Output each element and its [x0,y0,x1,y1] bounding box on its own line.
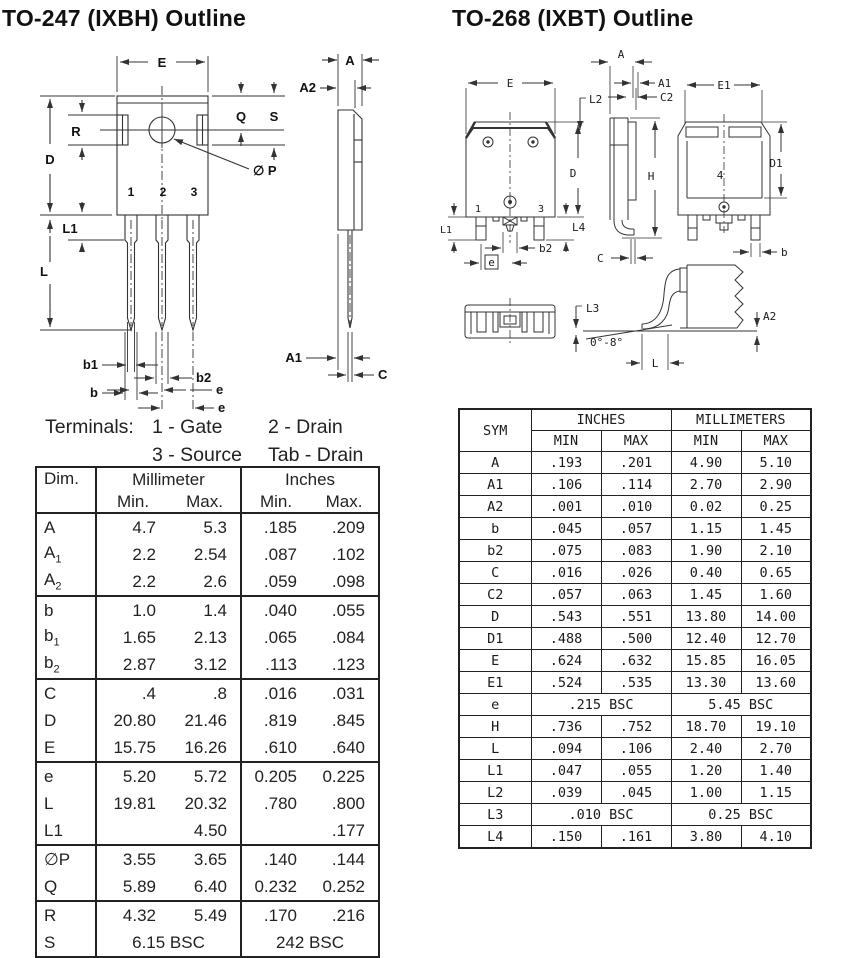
to268-front-view [448,83,586,270]
dim-label-L2: L2 [589,93,603,106]
terminals-label: Terminals: [45,416,134,438]
mm-min-cell: 2.2 [96,568,169,596]
pin-number-3: 3 [537,204,545,215]
in-min-cell: .150 [531,826,601,849]
pin-number-2: 2 [159,185,167,199]
dim-label-L1: L1 [62,221,78,236]
mm-max-cell: 20.32 [184,793,227,813]
table-header-row [36,467,379,491]
sym-cell: A1 [459,474,531,496]
in-min-cell: .106 [531,474,601,496]
in-max-cell: .026 [601,562,671,584]
in-max-cell: .031 [310,679,379,707]
in-min-cell [241,817,310,845]
dim-label-D1: D1 [769,157,783,170]
table-row [36,790,379,817]
mm-max-cell: 1.40 [741,760,811,782]
in-max-cell: .551 [601,606,671,628]
dim-label-b1: b1 [82,357,98,372]
in-min-cell: .624 [531,650,601,672]
terminal-tab-drain: Tab - Drain [268,444,364,466]
dim-label-b2: b2 [539,242,553,255]
sym-cell: L2 [459,782,531,804]
sym-cell: $A_1$ [44,543,62,566]
in-max-cell: .535 [601,672,671,694]
table-row [36,541,379,568]
table-row [459,584,811,606]
dim-label-A: A [617,48,625,61]
pin-number-1: 1 [474,204,482,215]
dim-label-P: ∅ P [253,163,277,178]
sym-cell: $A_2$ [44,570,62,593]
table-row [459,540,811,562]
mm-max-cell: 13.60 [741,672,811,694]
to268-lead-detail-view [576,265,757,370]
in-min-cell: .524 [531,672,601,694]
table-row [459,672,811,694]
dim-label-E: E [157,55,167,70]
sym-cell: e [459,694,531,716]
dim-label-L4: L4 [572,221,586,234]
mm-min-cell: 1.90 [671,540,741,562]
dim-label-H: H [647,170,655,183]
mm-min-cell: 2.40 [671,738,741,760]
in-min-cell: .059 [241,568,310,596]
dim-label-D: D [569,167,577,180]
mm-min-cell: 0.02 [671,496,741,518]
sym-cell: C [459,562,531,584]
dim-label-A1: A1 [658,77,672,90]
table-row [459,782,811,804]
sym-cell: D [459,606,531,628]
in-min-cell: .087 [241,541,310,568]
table-row [459,694,811,716]
dim-label-Q: Q [235,109,247,124]
in-max-cell: .063 [601,584,671,606]
dim-label-b: b [90,385,98,400]
col-header-millimeters: MILLIMETERS [671,409,811,431]
mm-min-cell: 15.85 [671,650,741,672]
mm-max-cell: .8 [169,679,241,707]
col-header-dim: Dim. [36,467,96,513]
in-min-cell: .170 [241,901,310,929]
sym-cell: A [44,517,56,537]
mm-max-cell: 16.05 [741,650,811,672]
dim-label-C: C [597,252,604,265]
in-max-cell: .201 [601,452,671,474]
in-max-cell: .057 [601,518,671,540]
in-max-cell: .144 [310,845,379,873]
dim-label-E1: E1 [717,79,731,92]
mm-min-cell: 3.55 [96,845,169,873]
in-min-cell: .094 [531,738,601,760]
sym-cell: b [36,596,96,624]
in-bsc-cell: 242 BSC [241,929,379,957]
in-max-cell: .632 [601,650,671,672]
in-max-cell: .209 [331,517,365,537]
in-max-cell: .083 [601,540,671,562]
dim-label-L: L [651,357,659,370]
table-row [459,474,811,496]
to268-outline-drawing [440,40,850,405]
mm-max-cell: 21.46 [184,710,227,730]
in-max-cell: .123 [331,654,365,674]
in-max-cell: 0.225 [310,762,379,790]
in-max-cell: .055 [310,596,379,624]
col-header-millimeter: Millimeter [96,467,241,491]
to268-dimension-table [458,408,812,849]
sym-cell: A2 [459,496,531,518]
sym-cell: S [44,932,56,952]
mm-max-cell: 5.72 [169,762,241,790]
col-header-in-min: MIN [531,431,601,452]
col-header-mm-max: Max. [169,491,241,513]
sym-cell: R [36,901,96,929]
terminal-3-source: 3 - Source [152,444,242,466]
mm-min-cell: 15.75 [96,734,169,762]
in-min-cell: .040 [241,596,310,624]
sym-cell: ∅P [36,845,96,873]
sym-cell: Q [44,876,58,896]
mm-max-cell: 3.12 [193,654,227,674]
dim-label-e: e [488,256,495,269]
table-row [36,762,379,790]
col-header-sym: SYM [459,409,531,452]
in-min-cell: .065 [241,624,310,651]
table-row [36,707,379,734]
mm-max-cell: 5.49 [169,901,241,929]
mm-max-cell: 12.70 [741,628,811,650]
table-row [459,628,811,650]
dim-label-A: A [345,53,355,68]
table-row [36,929,379,957]
mm-bsc-cell: 5.45 BSC [671,694,811,716]
in-max-cell: .102 [331,544,365,564]
table-row [459,804,811,826]
dim-label-b: b [781,246,788,259]
table-row [36,734,379,762]
in-min-cell: .039 [531,782,601,804]
mm-max-cell: 3.65 [169,845,241,873]
mm-max-cell: 4.10 [741,826,811,849]
mm-min-cell: 1.0 [96,596,169,624]
mm-min-cell: 1.20 [671,760,741,782]
mm-max-cell: 1.15 [741,782,811,804]
mm-min-cell: .4 [96,679,169,707]
col-header-inches: Inches [241,467,379,491]
col-header-in-max: Max. [310,491,379,513]
table-row [459,562,811,584]
in-max-cell: .114 [601,474,671,496]
mm-min-cell: 20.80 [96,707,169,734]
sym-cell: b [459,518,531,540]
mm-max-cell: 6.40 [193,876,227,896]
mm-min-cell: 19.81 [96,790,169,817]
table-row [36,817,379,845]
terminals-legend [45,413,363,469]
in-min-cell: .736 [531,716,601,738]
in-min-cell: .045 [531,518,601,540]
dim-label-e-lower: e [218,400,226,412]
mm-min-cell: 4.32 [96,901,169,929]
mm-min-cell: 2.2 [96,541,169,568]
mm-min-cell: 1.45 [671,584,741,606]
dim-label-E: E [506,77,514,90]
sym-cell: b2 [459,540,531,562]
dim-label-R: R [71,124,81,139]
mm-max-cell: 0.65 [741,562,811,584]
pin-number-4: 4 [716,169,724,182]
in-min-cell: .543 [531,606,601,628]
mm-max-cell: 2.54 [193,544,227,564]
mm-min-cell: 13.80 [671,606,741,628]
in-min-cell: .193 [531,452,601,474]
in-max-cell: .084 [331,627,365,647]
dim-label-A2: A2 [763,310,777,323]
angle-label: 0°-8° [590,336,624,349]
table-row [36,568,379,596]
mm-max-cell: 2.90 [741,474,811,496]
table-row [459,606,811,628]
sym-cell: C [36,679,96,707]
in-min-cell: 0.232 [241,873,310,901]
dim-label-L3: L3 [586,302,600,315]
in-min-cell: .001 [531,496,601,518]
in-min-cell: 0.205 [241,762,310,790]
dim-label-L1: L1 [440,225,453,236]
mm-max-cell: 1.4 [169,596,241,624]
mm-min-cell: 13.30 [671,672,741,694]
col-header-mm-max: MAX [741,431,811,452]
col-header-inches: INCHES [531,409,671,431]
sym-cell: D1 [459,628,531,650]
mm-max-cell: 2.6 [203,571,227,591]
in-max-cell: .161 [601,826,671,849]
table-row [459,496,811,518]
dim-label-D: D [45,152,55,167]
sym-cell: $b_1$ [44,626,60,649]
mm-min-cell: 5.89 [96,873,169,901]
dim-label-A1: A1 [285,350,302,365]
sym-cell: $b_2$ [44,653,60,676]
in-bsc-cell: .010 BSC [531,804,671,826]
mm-bsc-cell: 6.15 BSC [96,929,241,957]
mm-bsc-cell: 0.25 BSC [671,804,811,826]
in-min-cell: .780 [241,790,310,817]
in-max-cell: .216 [310,901,379,929]
to268-bottom-view [465,298,555,346]
table-row [459,452,811,474]
in-min-cell: .016 [241,679,310,707]
in-max-cell: .752 [601,716,671,738]
col-header-mm-min: Min. [96,491,169,513]
in-max-cell: .845 [331,710,365,730]
table-row [36,679,379,707]
in-min-cell: .057 [531,584,601,606]
mm-max-cell: 16.26 [184,737,227,757]
sym-cell: L1 [459,760,531,782]
mm-max-cell: 1.45 [741,518,811,540]
dim-label-C2: C2 [660,91,674,104]
table-row [36,901,379,929]
sym-cell: H [459,716,531,738]
sym-cell: E1 [459,672,531,694]
sym-cell: L4 [459,826,531,849]
dim-label-e-upper: e [216,382,224,397]
dim-label-b2: b2 [196,370,212,385]
mm-min-cell: 12.40 [671,628,741,650]
to247-dimension-table [35,466,380,958]
col-header-in-min: Min. [241,491,310,513]
in-max-cell: .640 [331,737,365,757]
in-min-cell: .113 [241,651,310,679]
mm-max-cell: 2.70 [741,738,811,760]
in-max-cell: .045 [601,782,671,804]
sym-cell: D [44,710,57,730]
in-max-cell: .177 [331,820,365,840]
mm-max-cell: 4.50 [193,820,227,840]
col-header-mm-min: MIN [671,431,741,452]
table-row [36,513,379,541]
table-row [459,650,811,672]
mm-max-cell: 14.00 [741,606,811,628]
mm-min-cell: 0.40 [671,562,741,584]
sym-cell: L [44,793,54,813]
to268-back-view [678,85,787,257]
page-title-to247: TO-247 (IXBH) Outline [2,5,247,31]
table-row [36,873,379,901]
sym-cell: L [459,738,531,760]
dim-label-L: L [40,264,48,279]
in-min-cell: .488 [531,628,601,650]
mm-min-cell: 2.87 [96,651,169,679]
table-row [459,826,811,849]
table-row [459,518,811,540]
page-title-to268: TO-268 (IXBT) Outline [452,5,694,31]
to247-outline-drawing [0,40,430,412]
table-row [459,760,811,782]
in-max-cell: .800 [331,793,365,813]
mm-min-cell: 2.70 [671,474,741,496]
table-row [36,596,379,624]
sym-cell: A [459,452,531,474]
dim-label-C: C [378,367,388,382]
sym-cell: e [36,762,96,790]
in-min-cell: .140 [241,845,310,873]
col-header-in-max: MAX [601,431,671,452]
table-row [459,738,811,760]
table-row [459,716,811,738]
to247-side-view [306,54,379,382]
mm-min-cell: 3.80 [671,826,741,849]
sym-cell: E [459,650,531,672]
in-max-cell: 0.252 [322,876,365,896]
dim-label-A2: A2 [299,80,316,95]
mm-max-cell: 0.25 [741,496,811,518]
terminal-1-gate: 1 - Gate [152,416,223,438]
in-min-cell: .185 [241,513,310,541]
in-max-cell: .500 [601,628,671,650]
mm-max-cell: 5.3 [203,517,227,537]
sym-cell: C2 [459,584,531,606]
in-min-cell: .610 [241,734,310,762]
mm-max-cell: 2.10 [741,540,811,562]
mm-min-cell: 1.00 [671,782,741,804]
mm-min-cell: 4.7 [96,513,169,541]
mm-min-cell: 5.20 [96,762,169,790]
mm-min-cell: 18.70 [671,716,741,738]
sym-cell: L3 [459,804,531,826]
table-row [36,845,379,873]
sym-cell: E [44,737,56,757]
in-min-cell: .016 [531,562,601,584]
in-bsc-cell: .215 BSC [531,694,671,716]
table-row [36,624,379,651]
mm-max-cell: 5.10 [741,452,811,474]
table-header-row [459,409,811,431]
pin-number-3: 3 [190,185,198,199]
table-row [36,651,379,679]
mm-min-cell: 1.65 [96,624,169,651]
mm-max-cell: 19.10 [741,716,811,738]
terminal-2-drain: 2 - Drain [268,416,343,438]
pin-number-1: 1 [127,185,135,199]
dim-label-S: S [269,109,279,124]
mm-min-cell: 1.15 [671,518,741,540]
sym-cell: L1 [44,820,63,840]
in-max-cell: .098 [331,571,365,591]
mm-max-cell: 2.13 [193,627,227,647]
in-min-cell: .075 [531,540,601,562]
in-min-cell: .047 [531,760,601,782]
in-max-cell: .010 [601,496,671,518]
mm-min-cell [96,817,169,845]
in-min-cell: .819 [241,707,310,734]
mm-min-cell: 4.90 [671,452,741,474]
mm-max-cell: 1.60 [741,584,811,606]
in-max-cell: .055 [601,760,671,782]
in-max-cell: .106 [601,738,671,760]
